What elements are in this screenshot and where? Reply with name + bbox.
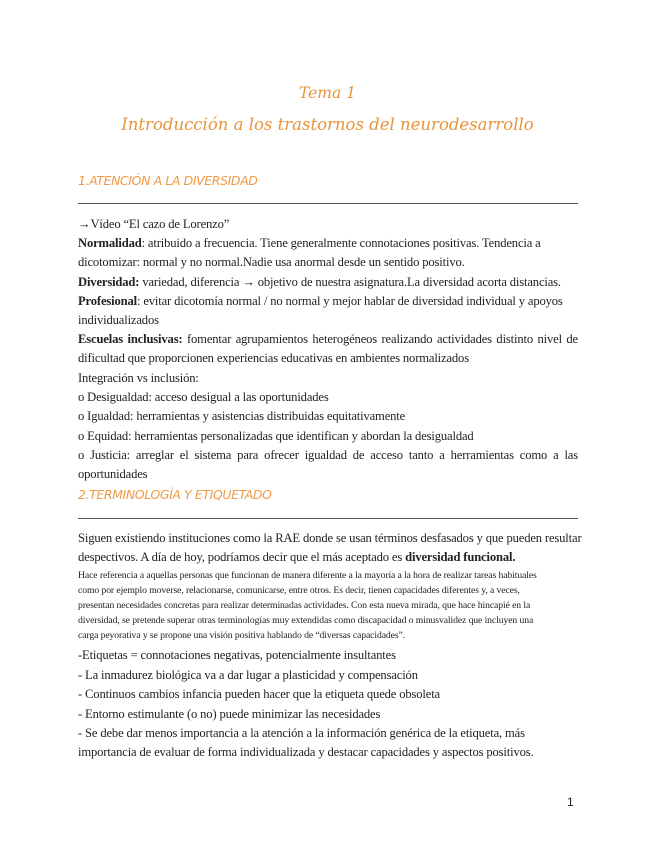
definition-line-2: como por ejemplo moverse, relacionarse, comunicarse, entre otros. Es decir, tienen capacidades diferentes y, a veces,: [78, 585, 520, 596]
page-number: 1: [567, 795, 574, 809]
escuelas-line-1: [78, 331, 578, 347]
definition-line-1: Hace referencia a aquellas personas que funcionan de manera diferente a la mayoría a la hora de realizar tareas habituales: [78, 570, 537, 581]
diversidad-line: [78, 274, 578, 290]
definition-line-4: diversidad, se pretende superar otras terminologías muy extendidas como discapacidad o minusvalidez que incluyen una: [78, 615, 534, 626]
terminology-line-1: Siguen existiendo instituciones como la RAE donde se usan términos desfasados y que pueden resultar: [78, 531, 582, 545]
list-item-desigualdad: o Desigualdad: acceso desigual a las oportunidades: [78, 390, 329, 404]
bullet-inmadurez: - La inmadurez biológica va a dar lugar a plasticidad y compensación: [78, 668, 418, 682]
bullet-entorno: - Entorno estimulante (o no) puede minimizar las necesidades: [78, 707, 381, 721]
profesional-line-1: [78, 293, 578, 309]
escuelas-line-2: dificultad que proporcionen experiencias educativas en ambientes normalizados: [78, 351, 469, 365]
escuelas-term: Escuelas inclusivas:: [78, 332, 183, 346]
profesional-line-2: individualizados: [78, 313, 159, 327]
normalidad-line-1: [78, 235, 578, 251]
bullet-importancia-2: importancia de evaluar de forma individualizada y destacar capacidades y aspectos positivos.: [78, 745, 534, 759]
diversidad-term: Diversidad:: [78, 275, 140, 289]
integracion-label: Integración vs inclusión:: [78, 371, 199, 385]
normalidad-term: Normalidad: [78, 236, 142, 250]
normalidad-text: : atribuido a frecuencia. Tiene generalmente connotaciones positivas. Tendencia a: [141, 236, 541, 250]
section-heading-1: 1.ATENCIÓN A LA DIVERSIDAD: [78, 173, 258, 188]
list-item-justicia-1: o Justicia: arreglar el sistema para ofrecer igualdad de acceso tanto a herramientas como a las: [78, 448, 578, 462]
list-item-justicia-2: oportunidades: [78, 467, 148, 481]
terminology-text: despectivos. A día de hoy, podríamos decir que el más aceptado es: [78, 550, 406, 564]
profesional-term: Profesional: [78, 294, 137, 308]
topic-title: Tema 1: [298, 84, 357, 102]
definition-line-5: carga peyorativa y se propone una visión positiva hablando de “diversas capacidades”.: [78, 630, 406, 641]
escuelas-text: fomentar agrupamientos heterogéneos realizando actividades distinto nivel de: [182, 332, 578, 346]
diversidad-text: variedad, diferencia → objetivo de nuestra asignatura.La diversidad acorta distancias.: [139, 275, 561, 289]
section-divider-2: [78, 518, 578, 519]
list-item-igualdad: o Igualdad: herramientas y asistencias distribuidas equitativamente: [78, 409, 406, 423]
bullet-cambios: - Continuos cambios infancia pueden hacer que la etiqueta quede obsoleta: [78, 687, 440, 701]
normalidad-line-2: dicotomizar: normal y no normal.Nadie usa anormal desde un sentido positivo.: [78, 255, 465, 269]
terminology-line-2: [78, 549, 578, 565]
bullet-importancia-1: - Se debe dar menos importancia a la atención a la información genérica de la etiqueta, más: [78, 726, 525, 740]
document-title: Introducción a los trastornos del neurodesarrollo: [121, 115, 534, 134]
list-item-equidad: o Equidad: herramientas personalizadas que identifican y abordan la desigualdad: [78, 429, 474, 443]
profesional-text: : evitar dicotomía normal / no normal y mejor hablar de diversidad individual y apoyos: [136, 294, 563, 308]
bullet-etiquetas: -Etiquetas = connotaciones negativas, potencialmente insultantes: [78, 648, 396, 662]
definition-line-3: presentan necesidades concretas para realizar determinadas actividades. Con esta nueva mirada, que hace hincapié en la: [78, 600, 531, 611]
diversidad-funcional-term: diversidad funcional.: [405, 550, 516, 564]
section-divider-1: [78, 203, 578, 204]
video-reference: →Vídeo “El cazo de Lorenzo”: [78, 217, 230, 231]
section-heading-2: 2.TERMINOLOGÍA Y ETIQUETADO: [78, 487, 272, 502]
